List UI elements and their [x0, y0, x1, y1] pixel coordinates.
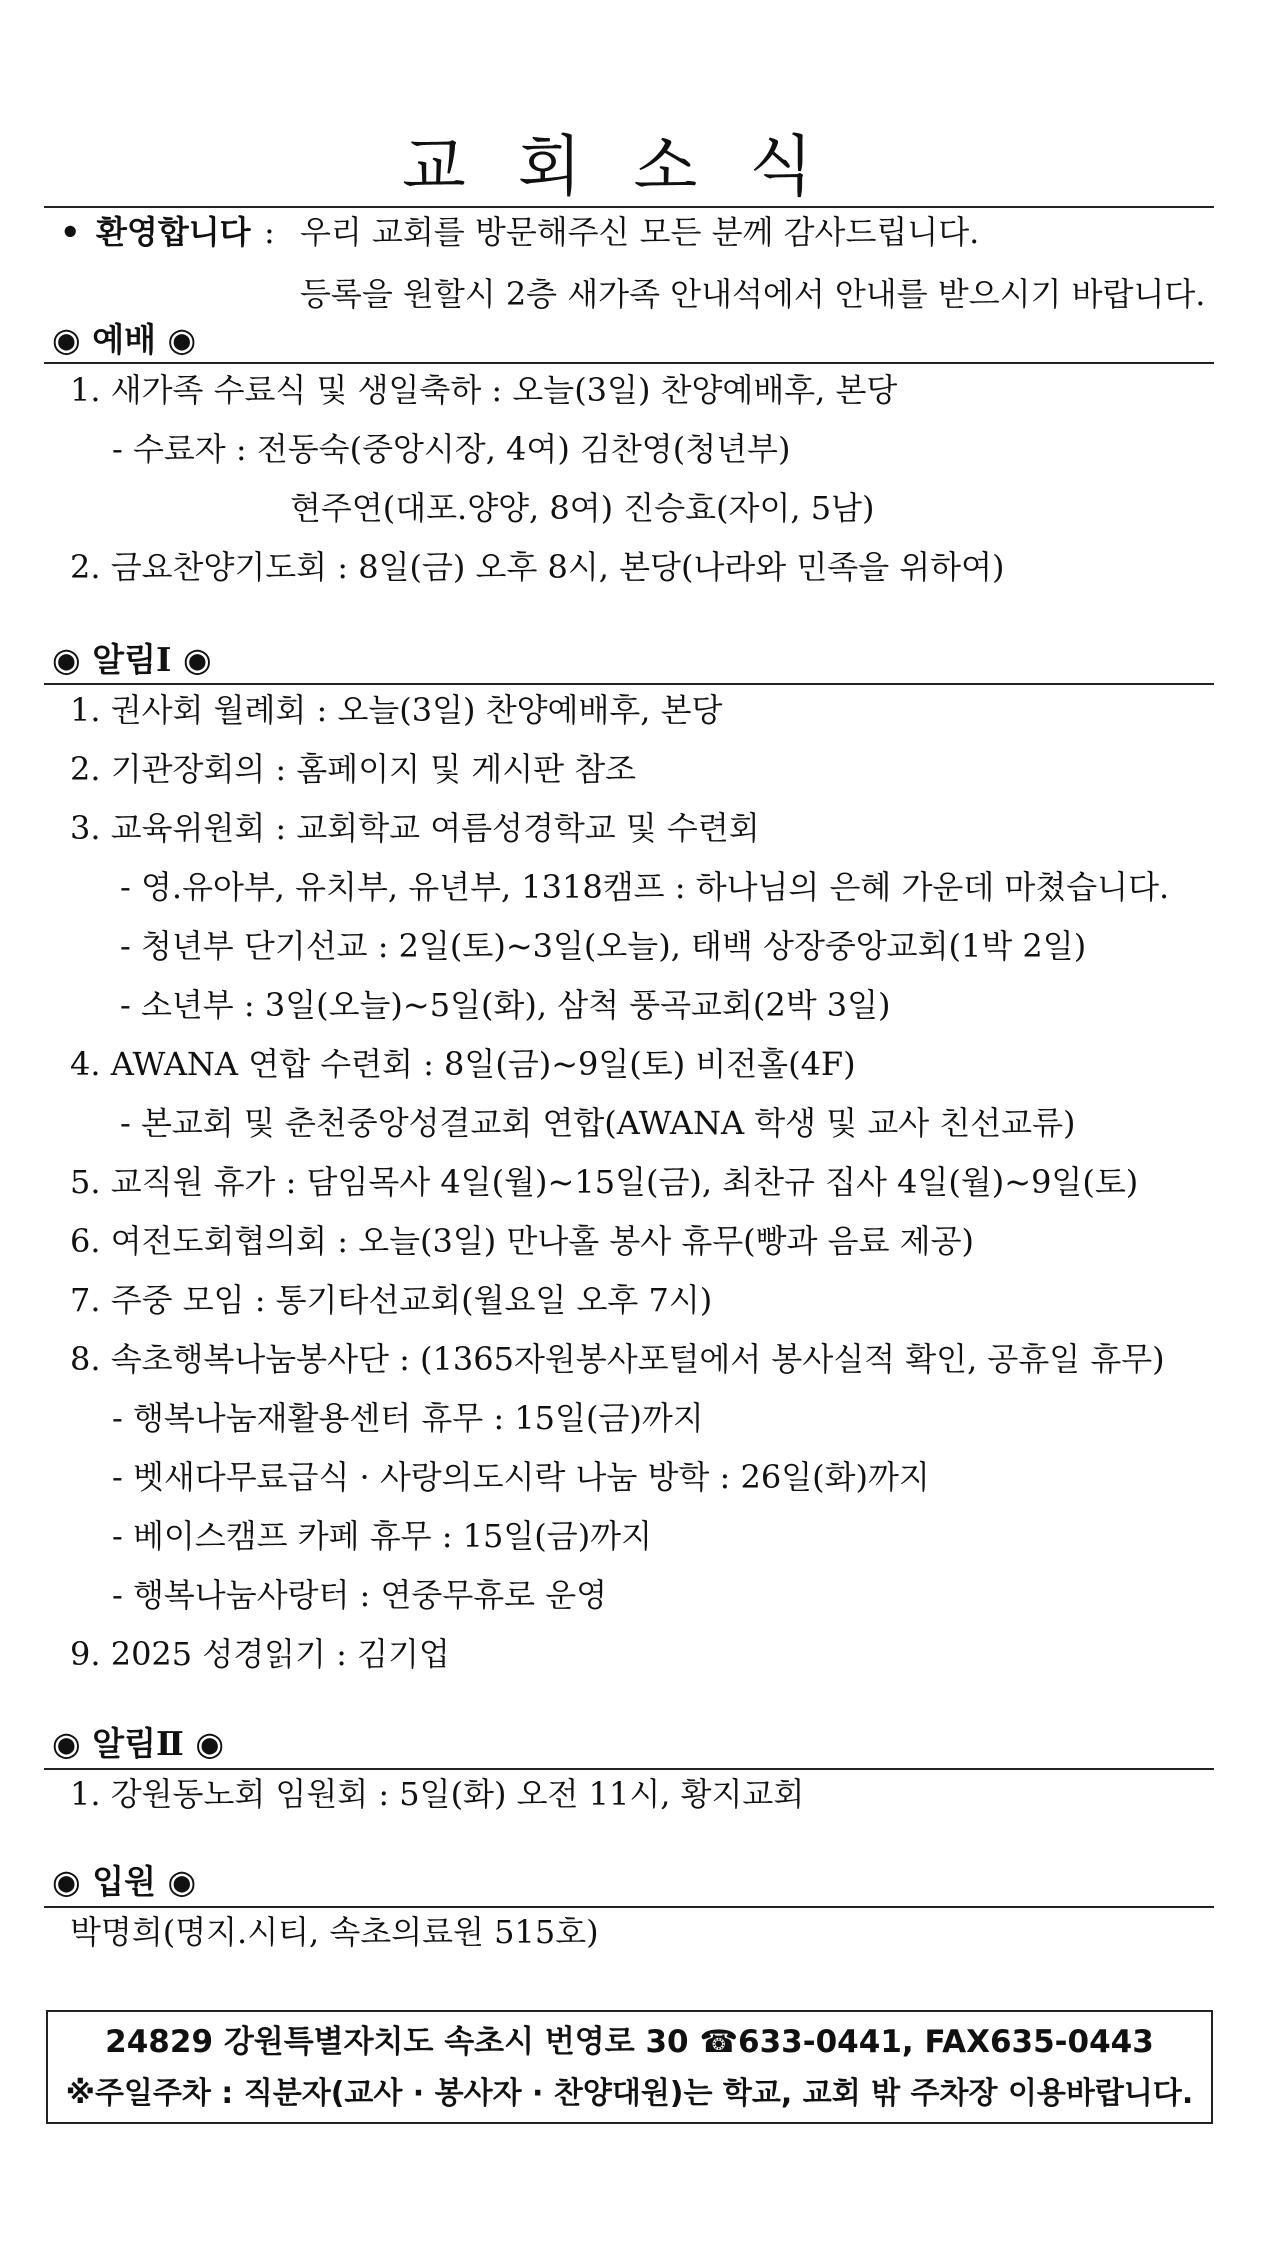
- section-heading-worship: ◉ 예배 ◉: [52, 320, 197, 359]
- hospital-item: 박명희(명지.시티, 속초의료원 515호): [70, 1913, 599, 1951]
- notice1-item: 8. 속초행복나눔봉사단 : (1365자원봉사포털에서 봉사실적 확인, 공휴일 휴무): [70, 1340, 1165, 1378]
- footer-box: [46, 2010, 1213, 2124]
- notice1-item: 7. 주중 모임 : 통기타선교회(월요일 오후 7시): [70, 1281, 713, 1319]
- footer-parking-notice: ※주일주차 : 직분자(교사 · 봉사자 · 찬양대원)는 학교, 교회 밖 주차장 이용바랍니다.: [65, 2076, 1194, 2111]
- notice1-item: - 행복나눔사랑터 : 연중무휴로 운영: [112, 1576, 608, 1614]
- notice1-item: 9. 2025 성경읽기 : 김기업: [70, 1635, 450, 1673]
- welcome-line-2: 등록을 원할시 2층 새가족 안내석에서 안내를 받으시기 바랍니다.: [300, 275, 1206, 313]
- notice1-item: 2. 기관장회의 : 홈페이지 및 게시판 참조: [70, 750, 637, 788]
- welcome-colon: :: [264, 213, 275, 251]
- worship-item: 1. 새가족 수료식 및 생일축하 : 오늘(3일) 찬양예배후, 본당: [70, 371, 898, 409]
- notice1-item: - 청년부 단기선교 : 2일(토)~3일(오늘), 태백 상장중앙교회(1박 2일): [120, 927, 1087, 965]
- section-rule-notice-1: [44, 683, 1214, 685]
- section-heading-notice-2: ◉ 알림Ⅱ ◉: [52, 1724, 225, 1763]
- notice1-item: - 행복나눔재활용센터 휴무 : 15일(금)까지: [112, 1399, 704, 1437]
- section-rule-notice-2: [44, 1768, 1214, 1770]
- worship-item: 현주연(대포.양양, 8여) 진승효(자이, 5남): [290, 489, 875, 527]
- welcome-line-1: 우리 교회를 방문해주신 모든 분께 감사드립니다.: [300, 213, 980, 251]
- worship-item: 2. 금요찬양기도회 : 8일(금) 오후 8시, 본당(나라와 민족을 위하여): [70, 548, 1005, 586]
- welcome-bullet: •: [60, 213, 81, 251]
- notice1-item: - 영.유아부, 유치부, 유년부, 1318캠프 : 하나님의 은혜 가운데 마쳤습니다.: [120, 868, 1170, 906]
- section-rule-worship: [44, 362, 1214, 364]
- title-rule: [44, 206, 1214, 208]
- page-title: 교회소식: [401, 128, 866, 205]
- notice1-item: 6. 여전도회협의회 : 오늘(3일) 만나홀 봉사 휴무(빵과 음료 제공): [70, 1222, 974, 1260]
- notice1-item: - 베이스캠프 카페 휴무 : 15일(금)까지: [112, 1517, 652, 1555]
- section-heading-hospital: ◉ 입원 ◉: [52, 1862, 197, 1901]
- worship-item: - 수료자 : 전동숙(중앙시장, 4여) 김찬영(청년부): [112, 430, 791, 468]
- notice1-item: 3. 교육위원회 : 교회학교 여름성경학교 및 수련회: [70, 809, 760, 847]
- notice2-item: 1. 강원동노회 임원회 : 5일(화) 오전 11시, 황지교회: [70, 1775, 805, 1813]
- notice1-item: - 소년부 : 3일(오늘)~5일(화), 삼척 풍곡교회(2박 3일): [120, 986, 891, 1024]
- section-rule-hospital: [44, 1906, 1214, 1908]
- notice1-item: 1. 권사회 월례회 : 오늘(3일) 찬양예배후, 본당: [70, 691, 723, 729]
- notice1-item: 5. 교직원 휴가 : 담임목사 4일(월)~15일(금), 최찬규 집사 4일(월)~9일(토): [70, 1163, 1139, 1201]
- notice1-item: - 벳새다무료급식 · 사랑의도시락 나눔 방학 : 26일(화)까지: [112, 1458, 930, 1496]
- notice1-item: - 본교회 및 춘천중앙성결교회 연합(AWANA 학생 및 교사 친선교류): [120, 1104, 1076, 1142]
- notice1-item: 4. AWANA 연합 수련회 : 8일(금)~9일(토) 비전홀(4F): [70, 1045, 856, 1083]
- section-heading-notice-1: ◉ 알림Ⅰ ◉: [52, 640, 212, 679]
- footer-address: 24829 강원특별자치도 속초시 번영로 30 ☎633-0441, FAX635-0443: [105, 2024, 1154, 2060]
- welcome-label: 환영합니다: [96, 213, 251, 251]
